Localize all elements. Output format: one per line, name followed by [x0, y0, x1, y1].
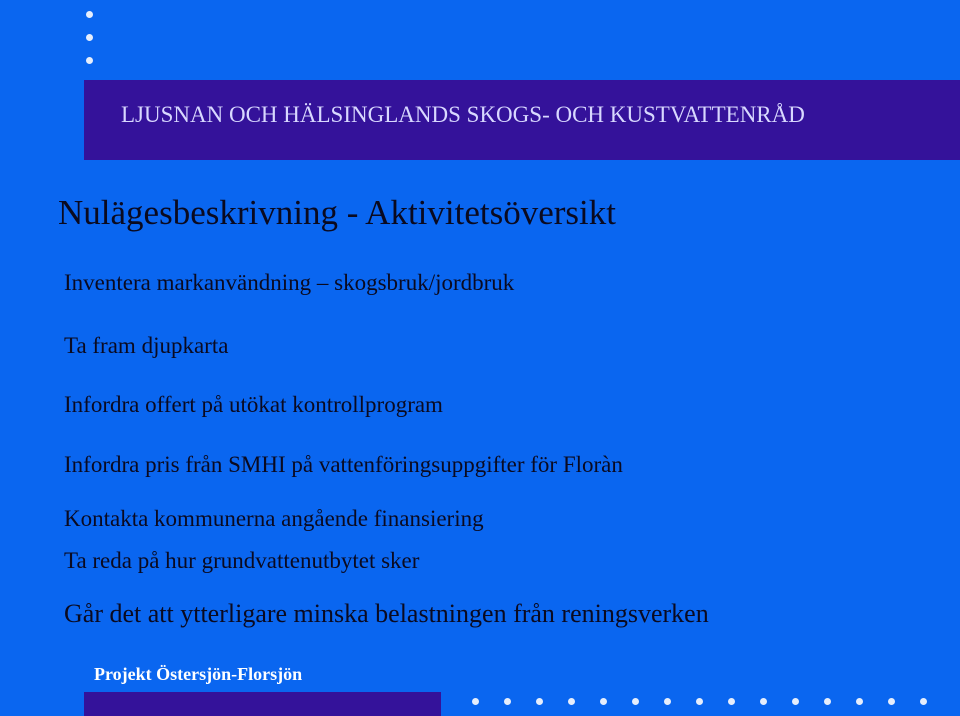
list-item: Inventera markanvändning – skogsbruk/jordbruk — [64, 270, 515, 295]
list-item: Ta fram djupkarta — [64, 333, 229, 358]
bullet-dot-icon — [504, 698, 511, 705]
footer-project-label: Projekt Östersjön-Florsjön — [94, 664, 303, 684]
list-item: Infordra offert på utökat kontrollprogram — [64, 392, 443, 417]
bullet-dot-icon — [86, 34, 93, 41]
top-dot-column — [86, 11, 98, 80]
bullet-dot-icon — [664, 698, 671, 705]
list-item: Går det att ytterligare minska belastningen från reningsverken — [64, 599, 709, 628]
bullet-dot-icon — [824, 698, 831, 705]
bullet-dot-icon — [600, 698, 607, 705]
header-banner — [84, 80, 960, 160]
bullet-dot-icon — [568, 698, 575, 705]
bullet-dot-icon — [920, 698, 927, 705]
bullet-dot-icon — [792, 698, 799, 705]
banner-title: LJUSNAN OCH HÄLSINGLANDS SKOGS- OCH KUSTVATTENRÅD — [121, 102, 805, 127]
bullet-dot-icon — [86, 57, 93, 64]
bullet-dot-icon — [856, 698, 863, 705]
bullet-dot-icon — [536, 698, 543, 705]
footer-bar — [84, 692, 441, 716]
list-item: Infordra pris från SMHI på vattenföringsuppgifter för Floràn — [64, 452, 623, 477]
bullet-dot-icon — [472, 698, 479, 705]
list-item: Ta reda på hur grundvattenutbytet sker — [64, 548, 420, 573]
bullet-dot-icon — [728, 698, 735, 705]
bullet-dot-icon — [632, 698, 639, 705]
bullet-dot-icon — [86, 11, 93, 18]
page-title: Nulägesbeskrivning - Aktivitetsöversikt — [58, 193, 616, 232]
bullet-dot-icon — [696, 698, 703, 705]
list-item: Kontakta kommunerna angående finansiering — [64, 506, 484, 531]
bullet-dot-icon — [760, 698, 767, 705]
bullet-dot-icon — [888, 698, 895, 705]
